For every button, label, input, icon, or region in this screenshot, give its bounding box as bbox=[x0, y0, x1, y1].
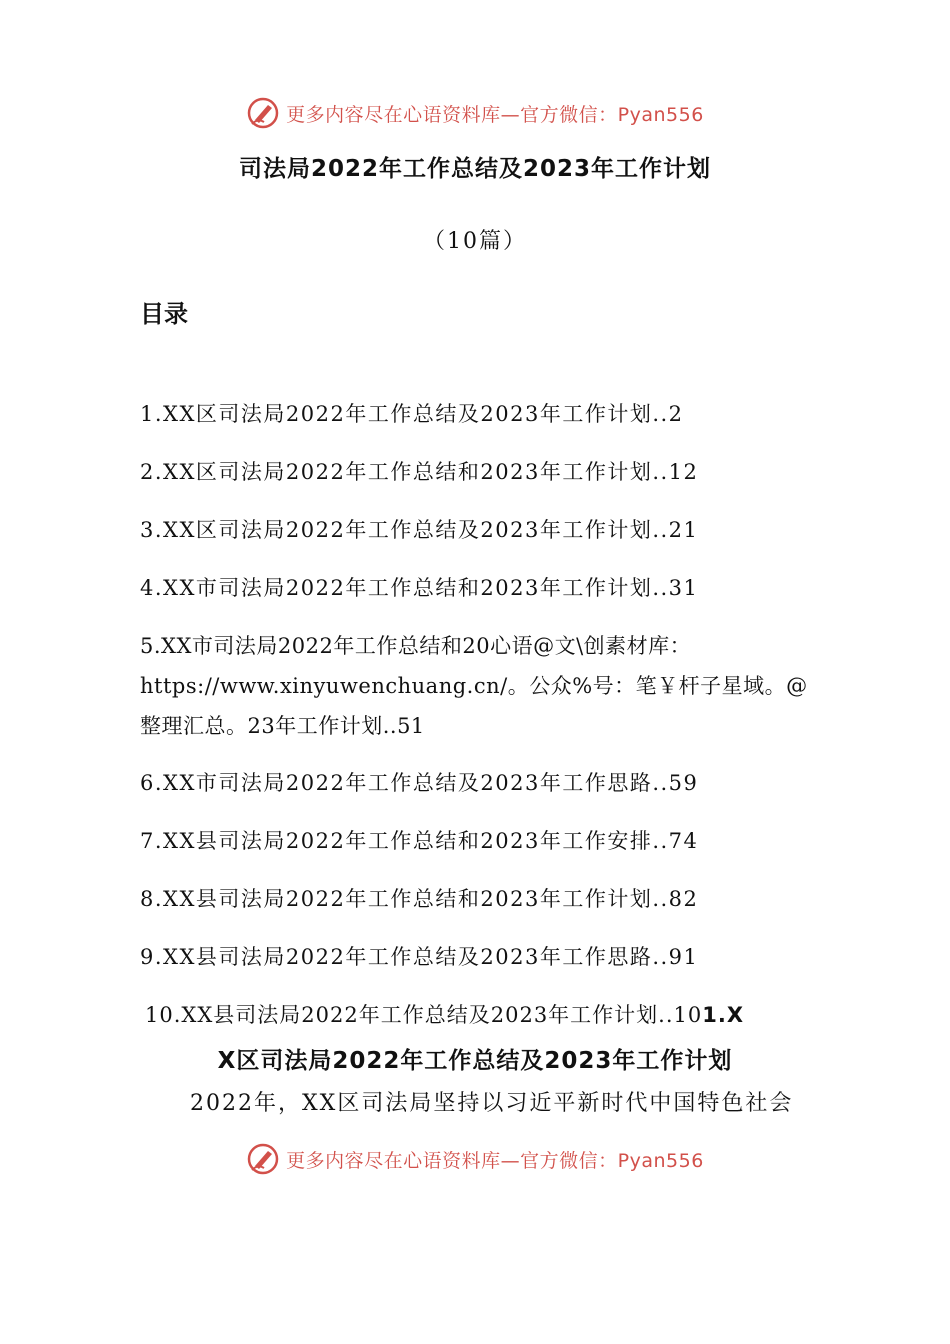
section-heading-start: 1.X bbox=[702, 1003, 745, 1027]
toc-item-2: 2.XX区司法局2022年工作总结和2023年工作计划..12 bbox=[140, 460, 699, 484]
toc-item-5: 5.XX市司法局2022年工作总结和20心语@文\创素材库：https://www.xinyuwenchuang.cn/。公众%号：笔￥杆子星域。@整理汇总。23年工作计划..51 bbox=[140, 634, 808, 738]
document-subtitle: （10篇） bbox=[423, 229, 527, 254]
watermark-bottom bbox=[0, 1142, 950, 1176]
toc-item-10 bbox=[145, 995, 825, 1035]
toc-item-7: 7.XX县司法局2022年工作总结和2023年工作安排..74 bbox=[140, 829, 699, 853]
body-paragraph: 2022年，XX区司法局坚持以习近平新时代中国特色社会 bbox=[190, 1091, 794, 1116]
pen-logo-icon bbox=[246, 96, 280, 130]
toc-item-3: 3.XX区司法局2022年工作总结及2023年工作计划..21 bbox=[140, 518, 699, 542]
toc-item-9: 9.XX县司法局2022年工作总结及2023年工作思路..91 bbox=[140, 945, 699, 969]
toc-item-10-text: 10.XX县司法局2022年工作总结及2023年工作计划..10 bbox=[145, 1003, 703, 1027]
toc-item-6: 6.XX市司法局2022年工作总结及2023年工作思路..59 bbox=[140, 771, 699, 795]
document-title: 司法局2022年工作总结及2023年工作计划 bbox=[238, 156, 712, 182]
toc-item-1: 1.XX区司法局2022年工作总结及2023年工作计划..2 bbox=[140, 402, 684, 426]
watermark-top bbox=[0, 96, 950, 130]
section-heading: X区司法局2022年工作总结及2023年工作计划 bbox=[217, 1048, 733, 1074]
toc-item-8: 8.XX县司法局2022年工作总结和2023年工作计划..82 bbox=[140, 887, 699, 911]
toc-heading: 目录 bbox=[140, 300, 188, 328]
pen-logo-icon bbox=[246, 1142, 280, 1176]
toc-item-4: 4.XX市司法局2022年工作总结和2023年工作计划..31 bbox=[140, 576, 699, 600]
watermark-text: 更多内容尽在心语资料库—官方微信：Pyan556 bbox=[286, 103, 704, 126]
watermark-text: 更多内容尽在心语资料库—官方微信：Pyan556 bbox=[286, 1149, 704, 1172]
